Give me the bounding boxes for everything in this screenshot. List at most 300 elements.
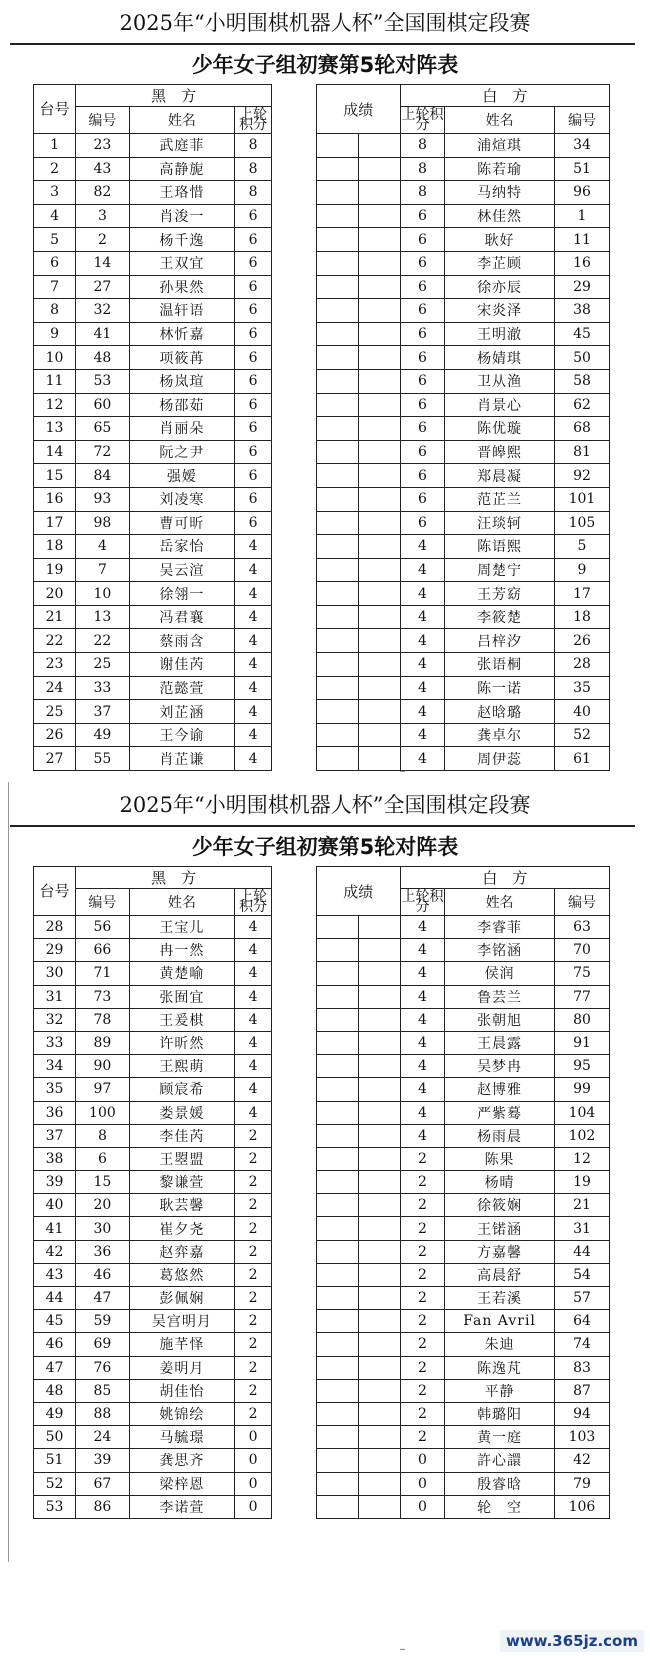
cell-black-points: 4 <box>234 535 271 559</box>
cell-white-points: 2 <box>400 1240 444 1263</box>
cell-white-number: 42 <box>554 1449 609 1472</box>
cell-black-number: 2 <box>76 228 130 252</box>
cell-black-number: 43 <box>76 157 130 181</box>
cell-white-points: 8 <box>400 157 444 181</box>
cell-black-number: 73 <box>76 985 130 1008</box>
cell-result-black <box>316 1055 358 1078</box>
cell-gap <box>272 1356 316 1379</box>
cell-white-number: 95 <box>554 1055 609 1078</box>
cell-result-black <box>316 393 358 417</box>
table-row <box>34 487 610 511</box>
cell-white-number: 80 <box>554 1008 609 1031</box>
cell-black-number: 3 <box>76 204 130 228</box>
cell-black-number: 88 <box>76 1402 130 1425</box>
cell-white-name: 王明澈 <box>445 322 555 346</box>
cell-result-white <box>358 1171 400 1194</box>
cell-gap <box>272 275 316 299</box>
cell-table-no: 48 <box>34 1379 76 1402</box>
cell-table-no: 32 <box>34 1008 76 1031</box>
cell-result-black <box>316 1495 358 1518</box>
table-row <box>34 747 610 771</box>
cell-white-points: 2 <box>400 1426 444 1449</box>
cell-white-number: 81 <box>554 440 609 464</box>
cell-white-name: 马纳特 <box>445 181 555 205</box>
cell-gap <box>272 299 316 323</box>
cell-table-no: 8 <box>34 299 76 323</box>
cell-result-black <box>316 605 358 629</box>
cell-white-number: 102 <box>554 1124 609 1147</box>
table-row <box>34 605 610 629</box>
cell-black-name: 强嫒 <box>129 464 234 488</box>
cell-black-number: 67 <box>76 1472 130 1495</box>
cell-white-number: 35 <box>554 676 609 700</box>
cell-white-number: 45 <box>554 322 609 346</box>
cell-table-no: 21 <box>34 605 76 629</box>
cell-black-points: 4 <box>234 916 271 939</box>
cell-gap <box>272 747 316 771</box>
table-row <box>34 962 610 985</box>
pairing-table-2 <box>33 866 610 1519</box>
cell-table-no: 27 <box>34 747 76 771</box>
cell-white-number: 29 <box>554 275 609 299</box>
cell-white-name: 王芳窈 <box>445 582 555 606</box>
cell-white-number: 103 <box>554 1426 609 1449</box>
cell-white-name: 王晨露 <box>445 1031 555 1054</box>
cell-result-black <box>316 346 358 370</box>
header-gap <box>272 867 316 916</box>
cell-white-name: 陈果 <box>445 1147 555 1170</box>
table-row <box>34 157 610 181</box>
header-table-no: 台号 <box>34 85 76 134</box>
cell-white-number: 34 <box>554 134 609 158</box>
cell-white-points: 6 <box>400 511 444 535</box>
cell-black-number: 49 <box>76 723 130 747</box>
cell-table-no: 51 <box>34 1449 76 1472</box>
table-row <box>34 228 610 252</box>
cell-white-points: 6 <box>400 417 444 441</box>
table-row <box>34 1287 610 1310</box>
cell-table-no: 33 <box>34 1031 76 1054</box>
cell-result-black <box>316 1263 358 1286</box>
cell-black-number: 90 <box>76 1055 130 1078</box>
cell-white-points: 4 <box>400 605 444 629</box>
table-row <box>34 1356 610 1379</box>
cell-black-number: 53 <box>76 369 130 393</box>
cell-black-name: 彭佩娴 <box>129 1287 234 1310</box>
cell-result-black <box>316 1449 358 1472</box>
cell-result-black <box>316 487 358 511</box>
table-row <box>34 676 610 700</box>
cell-table-no: 23 <box>34 653 76 677</box>
cell-white-points: 4 <box>400 1124 444 1147</box>
cell-gap <box>272 1472 316 1495</box>
cell-table-no: 36 <box>34 1101 76 1124</box>
cell-result-black <box>316 1217 358 1240</box>
table-row <box>34 1402 610 1425</box>
cell-white-points: 4 <box>400 558 444 582</box>
cell-white-name: 张语桐 <box>445 653 555 677</box>
cell-black-points: 6 <box>234 251 271 275</box>
cell-black-name: 蔡雨含 <box>129 629 234 653</box>
cell-table-no: 17 <box>34 511 76 535</box>
cell-white-name: 王锘涵 <box>445 1217 555 1240</box>
cell-white-number: 38 <box>554 299 609 323</box>
cell-black-number: 25 <box>76 653 130 677</box>
cell-result-white <box>358 1379 400 1402</box>
cell-black-points: 4 <box>234 1055 271 1078</box>
cell-black-points: 4 <box>234 629 271 653</box>
cell-result-white <box>358 700 400 724</box>
cell-table-no: 5 <box>34 228 76 252</box>
cell-result-black <box>316 1356 358 1379</box>
cell-table-no: 4 <box>34 204 76 228</box>
cell-white-number: 17 <box>554 582 609 606</box>
cell-black-name: 范懿萱 <box>129 676 234 700</box>
cell-black-points: 2 <box>234 1333 271 1356</box>
table-row <box>34 1055 610 1078</box>
cell-gap <box>272 322 316 346</box>
cell-result-black <box>316 1101 358 1124</box>
cell-black-number: 4 <box>76 535 130 559</box>
cell-black-name: 王宝儿 <box>129 916 234 939</box>
cell-black-name: 岳家怡 <box>129 535 234 559</box>
cell-black-number: 47 <box>76 1287 130 1310</box>
cell-white-name: 张朝旭 <box>445 1008 555 1031</box>
cell-black-points: 2 <box>234 1147 271 1170</box>
cell-black-name: 杨邵茹 <box>129 393 234 417</box>
cell-white-name: 侯润 <box>445 962 555 985</box>
cell-result-black <box>316 299 358 323</box>
table-row <box>34 653 610 677</box>
cell-white-points: 6 <box>400 369 444 393</box>
cell-white-points: 4 <box>400 723 444 747</box>
cell-white-points: 6 <box>400 487 444 511</box>
cell-result-black <box>316 1171 358 1194</box>
cell-white-name: 宋炎泽 <box>445 299 555 323</box>
cell-white-number: 99 <box>554 1078 609 1101</box>
cell-white-points: 8 <box>400 134 444 158</box>
cell-black-name: 梁梓恩 <box>129 1472 234 1495</box>
cell-black-points: 4 <box>234 985 271 1008</box>
table-row <box>34 1379 610 1402</box>
cell-white-number: 74 <box>554 1333 609 1356</box>
cell-gap <box>272 134 316 158</box>
cell-white-points: 0 <box>400 1472 444 1495</box>
cell-result-black <box>316 1287 358 1310</box>
cell-gap <box>272 723 316 747</box>
cell-white-points: 4 <box>400 747 444 771</box>
cell-result-white <box>358 1147 400 1170</box>
cell-result-white <box>358 275 400 299</box>
cell-white-points: 6 <box>400 346 444 370</box>
cell-gap <box>272 535 316 559</box>
cell-gap <box>272 346 316 370</box>
cell-white-points: 4 <box>400 653 444 677</box>
cell-white-points: 4 <box>400 1078 444 1101</box>
cell-result-white <box>358 181 400 205</box>
cell-black-points: 2 <box>234 1171 271 1194</box>
cell-white-name: 韩璐阳 <box>445 1402 555 1425</box>
cell-white-number: 92 <box>554 464 609 488</box>
table-row <box>34 629 610 653</box>
cell-black-number: 60 <box>76 393 130 417</box>
cell-table-no: 24 <box>34 676 76 700</box>
cell-white-name: 李筱楚 <box>445 605 555 629</box>
cell-white-points: 0 <box>400 1495 444 1518</box>
cell-white-name: 許心譞 <box>445 1449 555 1472</box>
cell-table-no: 44 <box>34 1287 76 1310</box>
cell-result-white <box>358 464 400 488</box>
cell-black-name: 刘凌寒 <box>129 487 234 511</box>
cell-result-black <box>316 275 358 299</box>
cell-black-name: 胡佳怡 <box>129 1379 234 1402</box>
table-row <box>34 558 610 582</box>
cell-white-points: 4 <box>400 939 444 962</box>
cell-result-black <box>316 535 358 559</box>
cell-result-black <box>316 962 358 985</box>
cell-white-name: 黄一庭 <box>445 1426 555 1449</box>
cell-result-white <box>358 1101 400 1124</box>
cell-result-white <box>358 629 400 653</box>
cell-black-number: 78 <box>76 1008 130 1031</box>
cell-result-white <box>358 228 400 252</box>
header-white-number: 编号 <box>554 107 609 134</box>
cell-result-white <box>358 1495 400 1518</box>
cell-result-white <box>358 1055 400 1078</box>
cell-white-name: 陈逸芃 <box>445 1356 555 1379</box>
cell-result-white <box>358 1031 400 1054</box>
cell-white-number: 40 <box>554 700 609 724</box>
cell-table-no: 6 <box>34 251 76 275</box>
cell-table-no: 53 <box>34 1495 76 1518</box>
cell-black-name: 赵弈嘉 <box>129 1240 234 1263</box>
cell-white-number: 70 <box>554 939 609 962</box>
cell-black-name: 王曌盟 <box>129 1147 234 1170</box>
cell-white-points: 4 <box>400 1101 444 1124</box>
cell-black-name: 徐翎一 <box>129 582 234 606</box>
cell-result-white <box>358 251 400 275</box>
cell-gap <box>272 1055 316 1078</box>
table-row <box>34 1495 610 1518</box>
table-row <box>34 1031 610 1054</box>
cell-white-points: 6 <box>400 275 444 299</box>
cell-white-name: 陈一诺 <box>445 676 555 700</box>
cell-gap <box>272 369 316 393</box>
cell-black-number: 89 <box>76 1031 130 1054</box>
pairing-table <box>33 84 610 771</box>
cell-result-white <box>358 322 400 346</box>
cell-result-white <box>358 417 400 441</box>
cell-table-no: 31 <box>34 985 76 1008</box>
table-row <box>34 1426 610 1449</box>
cell-result-white <box>358 985 400 1008</box>
scan-edge-line <box>8 782 9 1562</box>
cell-gap <box>272 511 316 535</box>
table-row <box>34 1147 610 1170</box>
cell-black-number: 65 <box>76 417 130 441</box>
cell-white-name: 平静 <box>445 1379 555 1402</box>
cell-result-black <box>316 1124 358 1147</box>
cell-white-points: 4 <box>400 676 444 700</box>
cell-gap <box>272 1449 316 1472</box>
cell-black-number: 33 <box>76 676 130 700</box>
cell-white-number: 18 <box>554 605 609 629</box>
cell-black-name: 刘芷涵 <box>129 700 234 724</box>
cell-white-number: 83 <box>554 1356 609 1379</box>
cell-gap <box>272 653 316 677</box>
cell-black-points: 4 <box>234 676 271 700</box>
cell-gap <box>272 985 316 1008</box>
cell-table-no: 11 <box>34 369 76 393</box>
cell-result-white <box>358 558 400 582</box>
cell-white-name: 赵晗璐 <box>445 700 555 724</box>
cell-white-number: 54 <box>554 1263 609 1286</box>
cell-black-number: 23 <box>76 134 130 158</box>
watermark: www.365jz.com <box>500 1630 644 1652</box>
cell-black-points: 4 <box>234 582 271 606</box>
cell-black-points: 8 <box>234 157 271 181</box>
cell-table-no: 12 <box>34 393 76 417</box>
cell-result-white <box>358 157 400 181</box>
header-black-name: 姓名 <box>129 889 234 916</box>
page-subtitle-2: 少年女子组初赛第5轮对阵表 <box>191 835 459 859</box>
cell-table-no: 14 <box>34 440 76 464</box>
cell-table-no: 28 <box>34 916 76 939</box>
cell-black-points: 6 <box>234 393 271 417</box>
cell-result-black <box>316 985 358 1008</box>
cell-white-name: 汪琰轲 <box>445 511 555 535</box>
cell-black-name: 冉一然 <box>129 939 234 962</box>
cell-result-white <box>358 535 400 559</box>
cell-white-name: 陈若瑜 <box>445 157 555 181</box>
cell-black-number: 76 <box>76 1356 130 1379</box>
cell-black-name: 娄景媛 <box>129 1101 234 1124</box>
cell-white-points: 6 <box>400 464 444 488</box>
cell-result-white <box>358 1217 400 1240</box>
cell-result-white <box>358 1287 400 1310</box>
cell-black-number: 24 <box>76 1426 130 1449</box>
cell-black-name: 姜明月 <box>129 1356 234 1379</box>
cell-white-points: 4 <box>400 535 444 559</box>
cell-result-black <box>316 228 358 252</box>
cell-black-number: 66 <box>76 939 130 962</box>
cell-black-name: 林忻嘉 <box>129 322 234 346</box>
cell-gap <box>272 228 316 252</box>
cell-black-name: 顾宸希 <box>129 1078 234 1101</box>
cell-white-name: 耿好 <box>445 228 555 252</box>
cell-white-points: 2 <box>400 1402 444 1425</box>
table-row <box>34 511 610 535</box>
table-row <box>34 275 610 299</box>
cell-white-number: 91 <box>554 1031 609 1054</box>
table-row <box>34 1310 610 1333</box>
cell-black-points: 2 <box>234 1194 271 1217</box>
cell-white-points: 2 <box>400 1287 444 1310</box>
cell-black-points: 0 <box>234 1426 271 1449</box>
cell-gap <box>272 1426 316 1449</box>
table-row <box>34 346 610 370</box>
cell-table-no: 22 <box>34 629 76 653</box>
cell-table-no: 50 <box>34 1426 76 1449</box>
cell-black-points: 4 <box>234 1008 271 1031</box>
cell-gap <box>272 1171 316 1194</box>
cell-black-number: 86 <box>76 1495 130 1518</box>
cell-white-number: 106 <box>554 1495 609 1518</box>
cell-result-white <box>358 487 400 511</box>
cell-white-number: 79 <box>554 1472 609 1495</box>
cell-result-white <box>358 962 400 985</box>
header-white-side: 白 方 <box>400 867 609 889</box>
table-row <box>34 1078 610 1101</box>
cell-white-points: 2 <box>400 1194 444 1217</box>
cell-white-name: 吴梦冉 <box>445 1055 555 1078</box>
cell-black-name: 王双宜 <box>129 251 234 275</box>
cell-white-points: 6 <box>400 251 444 275</box>
cell-black-number: 97 <box>76 1078 130 1101</box>
cell-white-points: 4 <box>400 700 444 724</box>
cell-white-name: 范芷兰 <box>445 487 555 511</box>
cell-black-name: 王爰棋 <box>129 1008 234 1031</box>
page-subtitle: 少年女子组初赛第5轮对阵表 <box>191 53 459 77</box>
cell-white-number: 28 <box>554 653 609 677</box>
cell-gap <box>272 1031 316 1054</box>
cell-result-black <box>316 676 358 700</box>
cell-white-number: 50 <box>554 346 609 370</box>
cell-result-black <box>316 157 358 181</box>
cell-table-no: 40 <box>34 1194 76 1217</box>
cell-result-black <box>316 747 358 771</box>
cell-white-number: 19 <box>554 1171 609 1194</box>
cell-result-white <box>358 605 400 629</box>
cell-gap <box>272 417 316 441</box>
cell-white-number: 87 <box>554 1379 609 1402</box>
header-white-points: 上轮积分 <box>401 889 444 915</box>
cell-black-points: 2 <box>234 1124 271 1147</box>
cell-gap <box>272 1240 316 1263</box>
table-row <box>34 1194 610 1217</box>
cell-black-points: 2 <box>234 1217 271 1240</box>
header-black-name: 姓名 <box>129 107 234 134</box>
cell-black-name: 肖芷谦 <box>129 747 234 771</box>
cell-white-name: 肖景心 <box>445 393 555 417</box>
cell-table-no: 30 <box>34 962 76 985</box>
cell-result-white <box>358 747 400 771</box>
cell-white-number: 12 <box>554 1147 609 1170</box>
cell-black-name: 王珞惜 <box>129 181 234 205</box>
cell-black-name: 王熙萌 <box>129 1055 234 1078</box>
cell-black-name: 肖浚一 <box>129 204 234 228</box>
cell-white-number: 64 <box>554 1310 609 1333</box>
cell-white-name: 严紫蓦 <box>445 1101 555 1124</box>
cell-white-points: 4 <box>400 629 444 653</box>
table-row <box>34 1449 610 1472</box>
cell-white-number: 16 <box>554 251 609 275</box>
cell-white-points: 2 <box>400 1356 444 1379</box>
cell-result-black <box>316 1031 358 1054</box>
cell-black-number: 100 <box>76 1101 130 1124</box>
cell-black-points: 4 <box>234 605 271 629</box>
cell-black-name: 温轩语 <box>129 299 234 323</box>
cell-result-black <box>316 1078 358 1101</box>
cell-black-name: 吴云渲 <box>129 558 234 582</box>
cell-white-points: 0 <box>400 1449 444 1472</box>
cell-black-number: 32 <box>76 299 130 323</box>
cell-gap <box>272 1008 316 1031</box>
cell-black-number: 8 <box>76 1124 130 1147</box>
table-row <box>34 181 610 205</box>
cell-white-name: 杨婧琪 <box>445 346 555 370</box>
cell-black-number: 15 <box>76 1171 130 1194</box>
